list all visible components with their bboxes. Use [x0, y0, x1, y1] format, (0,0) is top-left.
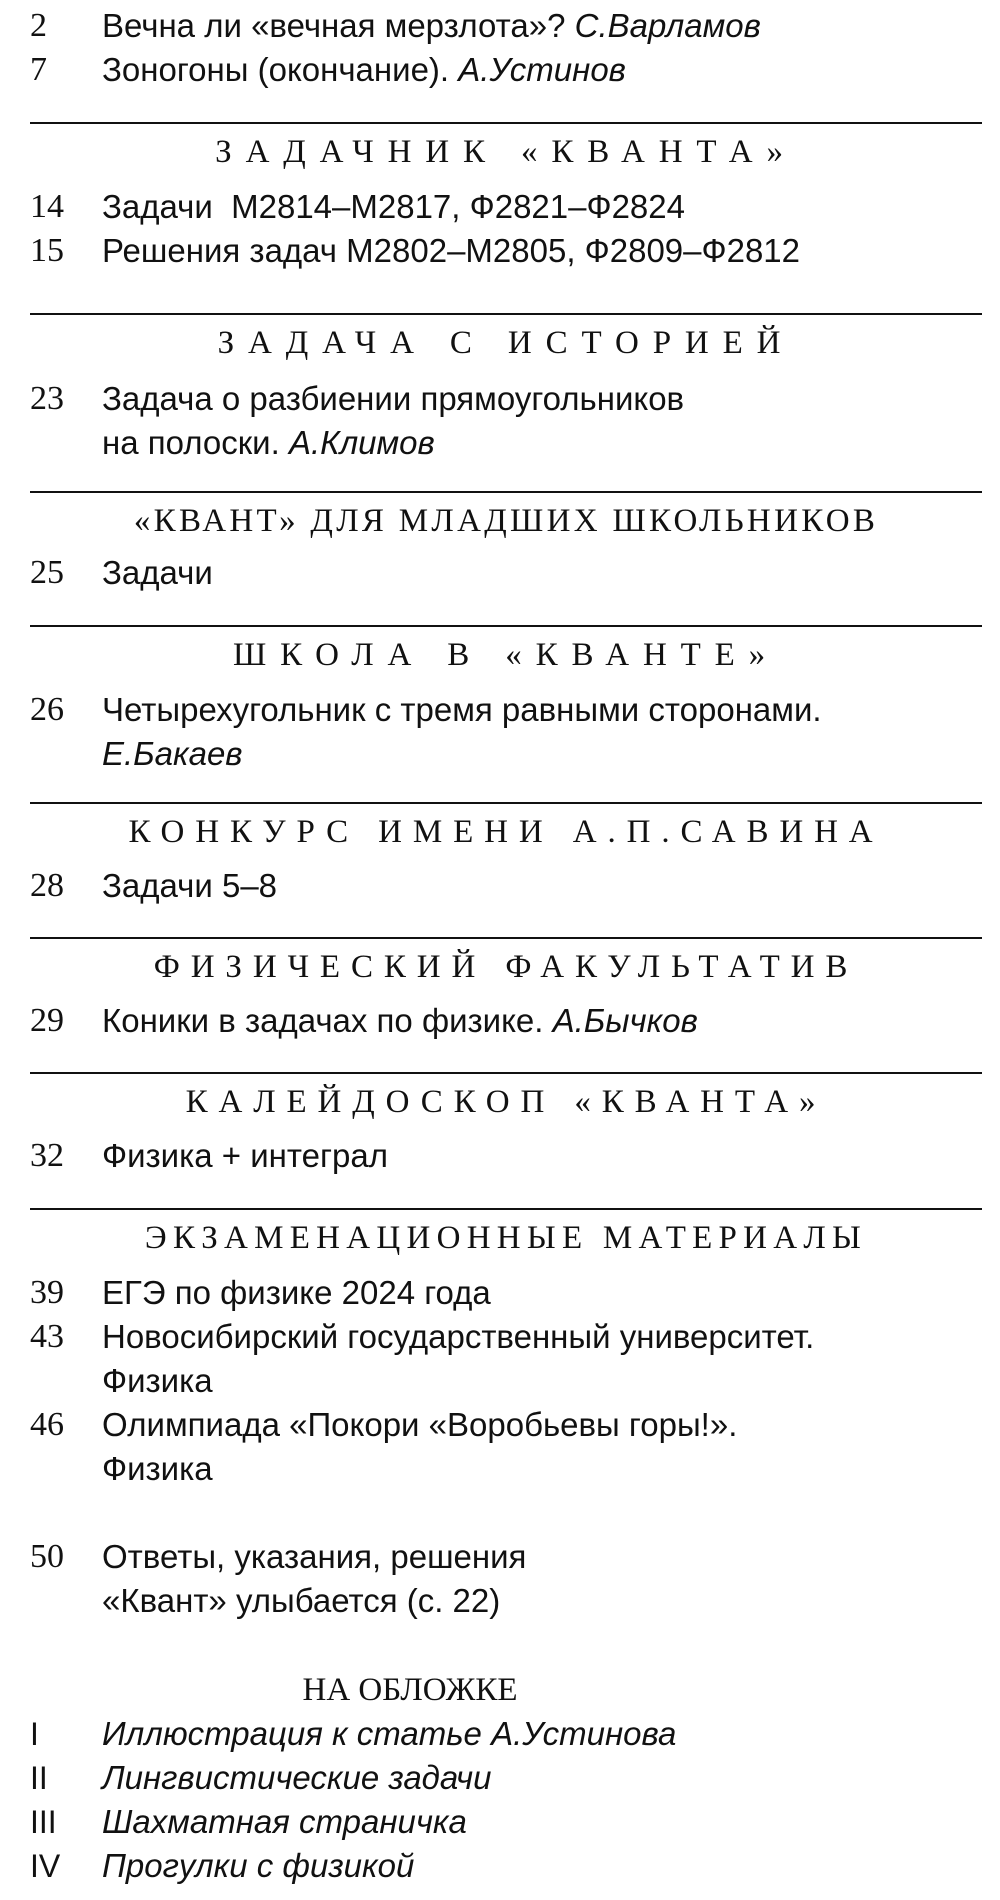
cover-position: IV	[30, 1848, 61, 1884]
section-divider	[30, 122, 982, 124]
entry-title: Зоногоны (окончание).	[102, 51, 450, 88]
page-number: 23	[30, 380, 64, 417]
entry-title: Задача о разбиении прямоугольников	[102, 380, 685, 417]
entry-title: Олимпиада «Покори «Воробьевы горы!».	[102, 1406, 738, 1443]
entry-title-line	[102, 48, 982, 92]
section-divider	[30, 1208, 982, 1210]
section-divider	[30, 937, 982, 939]
section-heading: ШКОЛА В «КВАНТЕ»	[232, 637, 780, 673]
section-divider	[30, 802, 982, 804]
cover-position: I	[30, 1716, 39, 1752]
page-number: 32	[30, 1137, 64, 1174]
cover-item-title: Прогулки с физикой	[102, 1847, 415, 1884]
entry-author: А.Климов	[288, 424, 435, 461]
section-heading: ЗАДАЧНИК «КВАНТА»	[215, 134, 797, 170]
page-number: 26	[30, 691, 64, 728]
entry-author: С.Варламов	[574, 7, 761, 44]
section-heading: ФИЗИЧЕСКИЙ ФАКУЛЬТАТИВ	[153, 949, 859, 985]
entry-title-continued: Физика	[102, 1362, 213, 1399]
page-number: 50	[30, 1538, 64, 1575]
entry-author: Е.Бакаев	[102, 735, 243, 772]
cover-item-title: Лингвистические задачи	[102, 1759, 492, 1796]
section-divider	[30, 1072, 982, 1074]
entry-title-continued: «Квант» улыбается (с. 22)	[102, 1582, 501, 1619]
page-number: 46	[30, 1406, 64, 1443]
page-number: 25	[30, 554, 64, 591]
page-number: 29	[30, 1002, 64, 1039]
entry-title: Четырехугольник с тремя равными сторонами.	[102, 691, 822, 728]
entry-title: Решения задач М2802–М2805, Ф2809–Ф2812	[102, 232, 801, 269]
page-number: 43	[30, 1318, 64, 1355]
entry-title-line	[102, 4, 982, 48]
entry-title: Задачи	[102, 554, 213, 591]
section-heading: КАЛЕЙДОСКОП «КВАНТА»	[185, 1084, 827, 1120]
page-number: 2	[30, 7, 47, 44]
cover-item-title: Шахматная страничка	[102, 1803, 467, 1840]
entry-title: Задачи М2814–М2817, Ф2821–Ф2824	[102, 188, 685, 225]
entry-title-continued: Физика	[102, 1450, 213, 1487]
page-number: 7	[30, 51, 47, 88]
page-number: 39	[30, 1274, 64, 1311]
page-number: 14	[30, 188, 64, 225]
cover-item-title: Иллюстрация к статье А.Устинова	[102, 1715, 677, 1752]
section-heading: «КВАНТ» ДЛЯ МЛАДШИХ ШКОЛЬНИКОВ	[133, 503, 879, 539]
entry-title: Задачи 5–8	[102, 867, 278, 904]
section-heading: ЭКЗАМЕНАЦИОННЫЕ МАТЕРИАЛЫ	[144, 1220, 868, 1256]
section-heading: КОНКУРС ИМЕНИ А.П.САВИНА	[128, 814, 884, 850]
section-divider	[30, 625, 982, 627]
entry-author: А.Устинов	[458, 51, 626, 88]
cover-position: III	[30, 1804, 57, 1840]
entry-title: Ответы, указания, решения	[102, 1538, 527, 1575]
cover-position: II	[30, 1760, 48, 1796]
section-divider	[30, 491, 982, 493]
entry-title: Коники в задачах по физике.	[102, 1002, 544, 1039]
entry-title-line	[102, 999, 982, 1043]
section-divider	[30, 313, 982, 315]
section-heading: ЗАДАЧА С ИСТОРИЕЙ	[217, 325, 795, 361]
entry-title: Новосибирский государственный университет.	[102, 1318, 815, 1355]
entry-title: Вечна ли «вечная мерзлота»?	[102, 7, 566, 44]
page-number: 15	[30, 232, 64, 269]
page-number: 28	[30, 867, 64, 904]
entry-author: А.Бычков	[552, 1002, 698, 1039]
cover-heading: НА ОБЛОЖКЕ	[302, 1672, 518, 1708]
entry-title-line	[102, 421, 982, 465]
entry-title-continued: на полоски.	[102, 424, 280, 461]
entry-title: ЕГЭ по физике 2024 года	[102, 1274, 491, 1311]
entry-title: Физика + интеграл	[102, 1137, 388, 1174]
